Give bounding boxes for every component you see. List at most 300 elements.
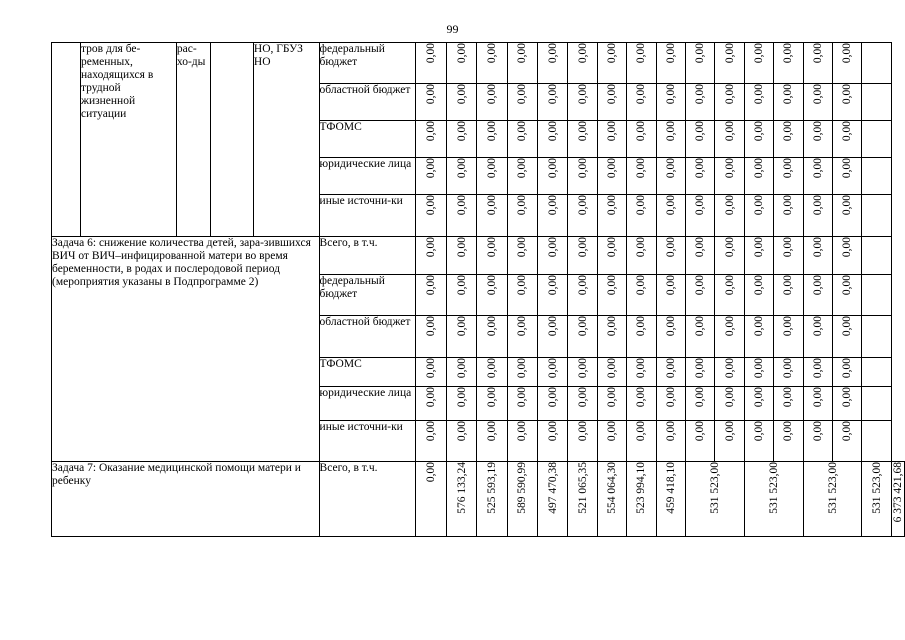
value-cell [656,316,685,358]
value-cell [627,237,656,275]
empty-cell [862,275,892,316]
value-text: 0,00 [546,275,559,296]
value-text: 0,00 [425,84,438,105]
value-cell [715,121,744,158]
funding-source-cell: областной бюджет [319,84,416,121]
value-text: 0,00 [516,84,529,105]
activity-name-cell: тров для бе-ременных, находящихся в трудной жизненной ситуации [81,43,177,237]
value-text: 0,00 [485,237,498,258]
value-text: 0,00 [723,387,736,408]
value-text: 0,00 [605,121,618,142]
value-text: 0,00 [425,237,438,258]
value-cell [477,121,507,158]
value-cell [597,462,626,537]
value-cell [656,195,685,237]
empty-cell [862,421,892,462]
value-cell [597,358,626,387]
value-cell [477,237,507,275]
value-cell [507,275,537,316]
value-text: 0,00 [782,316,795,337]
value-cell [568,121,597,158]
value-cell [803,387,832,421]
value-text: 0,00 [576,358,589,379]
value-cell [446,275,476,316]
value-cell [744,358,773,387]
value-cell [892,462,905,537]
value-cell [416,84,446,121]
value-text: 0,00 [841,275,854,296]
value-cell [656,84,685,121]
value-text: 0,00 [516,121,529,142]
value-cell [685,387,714,421]
value-cell [446,316,476,358]
value-text: 0,00 [635,358,648,379]
value-text: 531 523,00 [708,462,721,514]
value-text: 0,00 [425,158,438,179]
value-cell [446,358,476,387]
value-cell [803,84,832,121]
value-text: 0,00 [635,121,648,142]
value-cell [744,462,803,537]
value-text: 0,00 [605,84,618,105]
value-cell [744,121,773,158]
value-text: 0,00 [694,358,707,379]
value-text: 0,00 [723,121,736,142]
value-text: 0,00 [546,158,559,179]
value-cell [833,316,862,358]
value-cell [568,421,597,462]
value-cell [685,195,714,237]
value-cell [833,43,862,84]
value-cell [507,84,537,121]
value-text: 0,00 [605,158,618,179]
value-text: 0,00 [664,121,677,142]
value-cell [803,121,832,158]
value-cell [537,237,567,275]
value-text: 0,00 [723,84,736,105]
value-cell [416,462,446,537]
value-cell [833,237,862,275]
value-text: 0,00 [811,237,824,258]
value-text: 0,00 [635,387,648,408]
value-cell [685,421,714,462]
value-cell [597,195,626,237]
value-cell [627,316,656,358]
value-text: 0,00 [841,84,854,105]
value-cell [477,316,507,358]
value-cell [803,195,832,237]
value-text: 0,00 [546,387,559,408]
funding-source-cell: областной бюджет [319,316,416,358]
funding-source-cell: иные источни-ки [319,421,416,462]
value-cell [507,158,537,195]
value-text: 0,00 [605,387,618,408]
value-text: 0,00 [811,358,824,379]
value-cell [416,275,446,316]
value-text: 0,00 [841,358,854,379]
value-cell [685,158,714,195]
value-cell [597,275,626,316]
value-text: 0,00 [455,195,468,216]
value-cell [774,387,803,421]
value-text: 576 133,24 [455,462,468,514]
value-text: 0,00 [516,237,529,258]
value-text: 0,00 [723,316,736,337]
value-text: 521 065,35 [576,462,589,514]
value-text: 0,00 [841,237,854,258]
value-cell [507,421,537,462]
value-text: 0,00 [485,84,498,105]
value-cell [627,158,656,195]
value-text: 0,00 [605,195,618,216]
value-cell [568,84,597,121]
value-text: 0,00 [576,237,589,258]
value-cell [833,121,862,158]
value-text: 0,00 [576,316,589,337]
value-cell [477,358,507,387]
value-cell [568,316,597,358]
table-row [52,462,905,537]
value-cell [446,462,476,537]
value-cell [715,43,744,84]
value-cell [446,387,476,421]
value-text: 531 523,00 [870,462,883,514]
value-text: 0,00 [723,358,736,379]
value-cell [774,421,803,462]
value-text: 554 064,30 [605,462,618,514]
value-text: 0,00 [455,316,468,337]
value-text: 0,00 [485,358,498,379]
value-text: 0,00 [635,43,648,64]
value-cell [446,43,476,84]
value-cell [803,275,832,316]
value-text: 0,00 [694,316,707,337]
value-text: 0,00 [635,158,648,179]
value-text: 523 994,10 [635,462,648,514]
value-text: 0,00 [635,316,648,337]
value-text: 0,00 [546,421,559,442]
value-text: 497 470,38 [546,462,559,514]
value-cell [685,462,744,537]
empty-cell [862,316,892,358]
value-text: 0,00 [811,158,824,179]
value-cell [568,158,597,195]
value-text: 0,00 [635,195,648,216]
value-cell [744,421,773,462]
value-cell [416,158,446,195]
value-cell [597,237,626,275]
value-cell [627,84,656,121]
value-text: 0,00 [455,237,468,258]
value-cell [568,387,597,421]
value-cell [477,462,507,537]
value-text: 0,00 [605,316,618,337]
value-text: 0,00 [485,316,498,337]
value-text: 459 418,10 [664,462,677,514]
value-cell [715,316,744,358]
value-cell [656,462,685,537]
value-text: 6 373 421,68 [892,462,904,523]
value-cell [568,275,597,316]
value-text: 0,00 [425,43,438,64]
task-description-cell: Задача 6: снижение количества детей, зара-зившихся ВИЧ от ВИЧ–инфицированной матери во время беременности, в родах и послеродовой период (мероприятия указаны в Подпрограмме 2) [52,237,320,462]
value-cell [537,316,567,358]
funding-source-cell: иные источни-ки [319,195,416,237]
value-text: 0,00 [664,195,677,216]
value-cell [774,43,803,84]
value-cell [685,43,714,84]
value-cell [416,421,446,462]
value-text: 0,00 [841,387,854,408]
value-text: 0,00 [782,387,795,408]
value-text: 0,00 [694,237,707,258]
value-cell [744,158,773,195]
value-text: 0,00 [635,421,648,442]
value-text: 0,00 [694,43,707,64]
value-cell [507,237,537,275]
value-cell [715,195,744,237]
value-text: 0,00 [694,387,707,408]
value-text: 0,00 [635,84,648,105]
value-text: 0,00 [546,43,559,64]
value-cell [803,237,832,275]
value-text: 0,00 [455,84,468,105]
value-text: 0,00 [723,43,736,64]
value-cell [715,275,744,316]
value-cell [477,195,507,237]
value-text: 0,00 [485,121,498,142]
value-cell [416,316,446,358]
task-description-cell: Задача 7: Оказание медицинской помощи матери и ребенку [52,462,320,537]
empty-cell [862,237,892,275]
value-text: 0,00 [425,387,438,408]
value-text: 0,00 [425,195,438,216]
value-cell [416,43,446,84]
value-cell [416,121,446,158]
value-text: 0,00 [635,237,648,258]
value-cell [597,421,626,462]
value-text: 0,00 [694,121,707,142]
value-text: 0,00 [752,121,765,142]
value-text: 0,00 [455,387,468,408]
value-text: 0,00 [694,195,707,216]
value-text: 0,00 [752,195,765,216]
value-text: 0,00 [516,195,529,216]
value-cell [656,121,685,158]
value-text: 0,00 [485,275,498,296]
value-cell [446,421,476,462]
value-cell [477,84,507,121]
value-text: 0,00 [576,43,589,64]
value-text: 0,00 [485,195,498,216]
value-text: 0,00 [516,275,529,296]
value-text: 0,00 [841,316,854,337]
value-cell [597,387,626,421]
value-text: 0,00 [664,421,677,442]
value-text: 0,00 [455,358,468,379]
value-cell [446,84,476,121]
value-cell [446,158,476,195]
value-text: 0,00 [811,43,824,64]
value-text: 0,00 [723,237,736,258]
value-text: 0,00 [546,358,559,379]
value-text: 0,00 [425,316,438,337]
value-text: 0,00 [455,421,468,442]
value-text: 0,00 [605,421,618,442]
value-cell [803,158,832,195]
value-text: 0,00 [782,43,795,64]
value-text: 0,00 [546,84,559,105]
value-cell [477,275,507,316]
value-cell [803,316,832,358]
value-text: 0,00 [811,121,824,142]
funding-source-cell: ТФОМС [319,358,416,387]
value-text: 0,00 [694,275,707,296]
value-cell [744,275,773,316]
value-cell [685,237,714,275]
value-text: 0,00 [841,421,854,442]
value-cell [477,43,507,84]
value-text: 0,00 [516,43,529,64]
value-text: 0,00 [605,358,618,379]
value-text: 0,00 [455,43,468,64]
value-cell [833,84,862,121]
value-text: 0,00 [752,316,765,337]
value-text: 0,00 [811,316,824,337]
value-text: 0,00 [841,195,854,216]
value-cell [477,421,507,462]
value-cell [803,421,832,462]
value-cell [507,387,537,421]
value-text: 0,00 [782,158,795,179]
value-text: 0,00 [811,421,824,442]
value-text: 0,00 [694,421,707,442]
value-cell [446,195,476,237]
funding-source-cell: Всего, в т.ч. [319,237,416,275]
value-text: 0,00 [576,421,589,442]
value-cell [568,462,597,537]
value-text: 0,00 [425,275,438,296]
value-text: 0,00 [723,195,736,216]
empty-cell [211,43,254,237]
value-text: 0,00 [546,237,559,258]
value-text: 0,00 [841,121,854,142]
value-cell [803,43,832,84]
value-cell [833,195,862,237]
value-text: 0,00 [694,84,707,105]
value-cell [537,43,567,84]
value-cell [744,316,773,358]
value-text: 0,00 [576,158,589,179]
budget-table [51,42,905,537]
value-cell [656,421,685,462]
value-cell [537,421,567,462]
value-text: 0,00 [752,358,765,379]
value-text: 0,00 [576,195,589,216]
value-text: 0,00 [455,275,468,296]
value-cell [803,462,862,537]
empty-cell [862,158,892,195]
value-text: 0,00 [723,158,736,179]
value-cell [446,121,476,158]
empty-cell [862,195,892,237]
value-text: 0,00 [752,43,765,64]
value-text: 0,00 [664,84,677,105]
value-cell [744,237,773,275]
value-cell [537,358,567,387]
value-text: 0,00 [664,387,677,408]
value-cell [715,237,744,275]
value-cell [715,84,744,121]
funding-source-cell: юридические лица [319,158,416,195]
value-cell [537,387,567,421]
value-cell [627,421,656,462]
value-cell [833,158,862,195]
value-cell [744,84,773,121]
value-text: 0,00 [752,387,765,408]
value-cell [568,237,597,275]
value-text: 0,00 [841,158,854,179]
value-cell [685,316,714,358]
empty-cell [862,43,892,84]
value-text: 0,00 [752,421,765,442]
value-text: 0,00 [516,316,529,337]
value-cell [685,84,714,121]
empty-cell [862,387,892,421]
funding-source-cell: федеральный бюджет [319,275,416,316]
value-cell [685,358,714,387]
value-text: 0,00 [516,387,529,408]
value-text: 0,00 [485,387,498,408]
value-text: 0,00 [485,43,498,64]
value-cell [627,275,656,316]
value-text: 0,00 [546,316,559,337]
value-text: 0,00 [576,387,589,408]
value-cell [774,316,803,358]
value-cell [774,237,803,275]
value-text: 0,00 [425,358,438,379]
value-text: 0,00 [782,275,795,296]
value-text: 0,00 [425,421,438,442]
value-cell [507,43,537,84]
value-cell [597,121,626,158]
value-cell [537,158,567,195]
value-cell [656,237,685,275]
value-cell [715,387,744,421]
value-text: 0,00 [546,195,559,216]
value-text: 0,00 [782,121,795,142]
value-cell [597,316,626,358]
value-text: 0,00 [576,121,589,142]
value-cell [627,43,656,84]
value-cell [833,421,862,462]
value-cell [507,195,537,237]
executor-cell: НО, ГБУЗ НО [253,43,319,237]
value-cell [774,275,803,316]
value-cell [744,195,773,237]
value-cell [537,84,567,121]
value-text: 0,00 [782,421,795,442]
value-text: 0,00 [455,121,468,142]
empty-cell [862,358,892,387]
value-cell [685,121,714,158]
value-text: 0,00 [664,158,677,179]
funding-source-cell: юридические лица [319,387,416,421]
value-text: 0,00 [664,43,677,64]
value-cell [627,387,656,421]
value-text: 0,00 [576,275,589,296]
value-text: 0,00 [782,84,795,105]
